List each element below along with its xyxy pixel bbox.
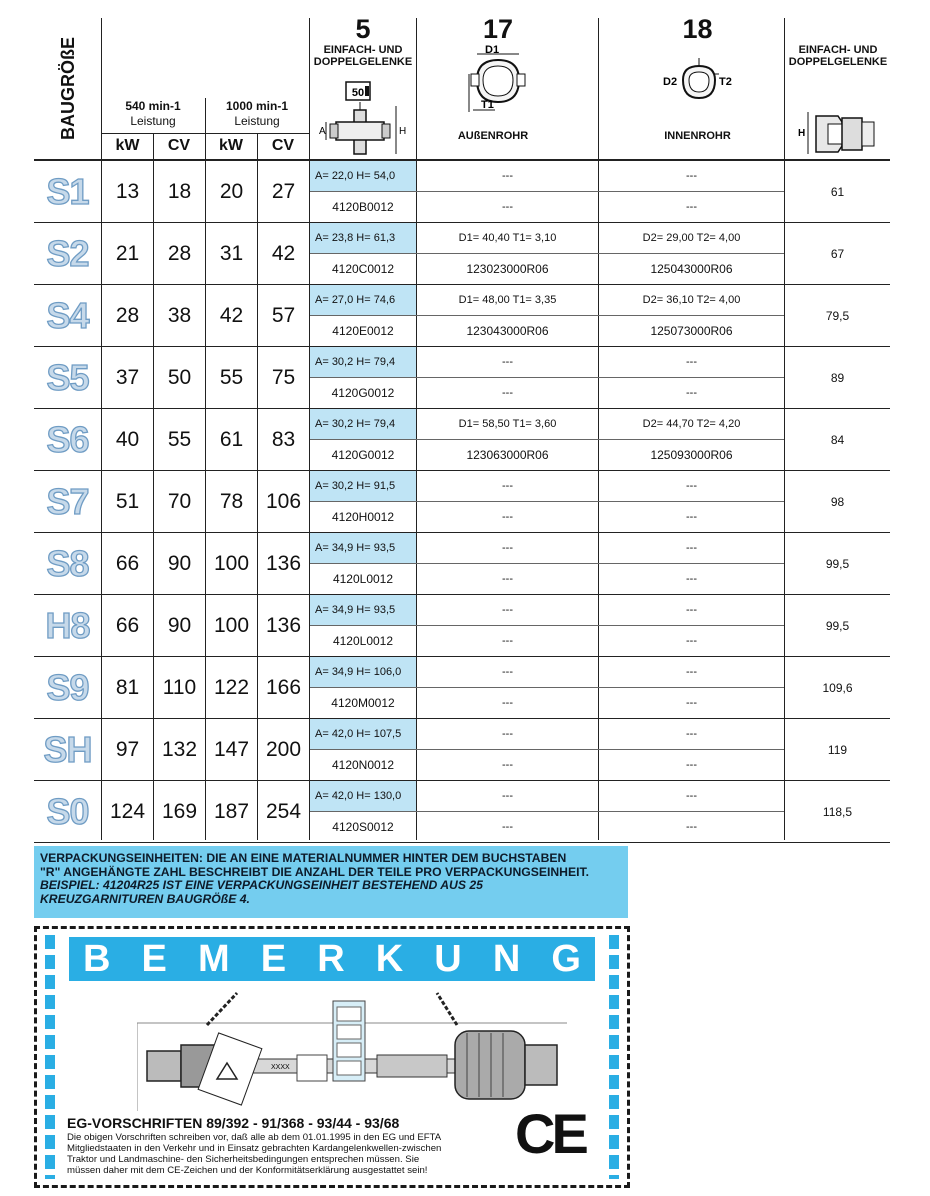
col18-label: INNENROHR	[664, 130, 731, 142]
mid-line	[310, 377, 784, 378]
inner-tube-dims: ---	[686, 666, 697, 678]
dimension-ah: A= 22,0 H= 54,0	[310, 161, 416, 191]
cv1000-value: 57	[271, 304, 296, 327]
yoke-value: 67	[830, 247, 845, 261]
yoke-value: 119	[827, 743, 848, 757]
outer-tube-diagram	[455, 44, 545, 118]
yoke-value: 61	[830, 185, 845, 199]
cv540-value: 90	[167, 552, 192, 575]
mid-line	[310, 315, 784, 316]
col18-t-label: T2	[719, 76, 732, 88]
inner-tube-dims: ---	[686, 604, 697, 616]
ce-mark: CE	[515, 1102, 585, 1165]
size-label: S9	[46, 667, 89, 708]
eg-text	[67, 1132, 527, 1176]
yoke-value: 118,5	[822, 805, 853, 819]
inner-tube-part: ---	[686, 697, 697, 709]
inner-tube-part: 125073000R06	[650, 324, 733, 338]
inner-tube-dims: ---	[686, 356, 697, 368]
last-label: EINFACH- UND DOPPELGELENKE	[788, 44, 888, 68]
dimension-ah: A= 30,2 H= 79,4	[310, 409, 416, 439]
col18-d-label: D2	[663, 76, 678, 88]
bemerkung-letter: M	[198, 937, 230, 980]
bemerkung-letter: U	[434, 937, 462, 980]
eg-text-3: Traktor und Landmaschine- den Sicherheitsbedingungen entsprechen müssen. Sie	[67, 1154, 420, 1165]
rpm540-label: 540 min-1	[125, 99, 181, 113]
rpm1000-label: 1000 min-1	[225, 99, 289, 113]
outer-tube-part: ---	[502, 387, 513, 399]
dimension-ah: A= 34,9 H= 93,5	[310, 595, 416, 625]
size-label: S0	[46, 791, 89, 832]
inner-tube-part: ---	[686, 573, 697, 585]
mid-line	[310, 253, 784, 254]
mid-line	[310, 563, 784, 564]
cv540-value: 90	[167, 614, 192, 637]
bemerkung-letter: N	[492, 937, 521, 980]
inner-tube-part: ---	[686, 201, 697, 213]
dimension-ah: A= 34,9 H= 106,0	[310, 657, 416, 687]
cv1000-value: 27	[271, 180, 296, 203]
mid-line	[310, 191, 784, 192]
bemerkung-letter: B	[83, 937, 111, 980]
cv540-value: 55	[167, 428, 192, 451]
bemerkung-letter: K	[375, 937, 404, 980]
outer-tube-part: ---	[502, 201, 513, 213]
inner-tube-part: ---	[686, 759, 697, 771]
kw540-value: 37	[115, 366, 140, 389]
size-label: S8	[46, 543, 89, 584]
cv540-value: 70	[167, 490, 192, 513]
inner-tube-part: ---	[686, 511, 697, 523]
cv540-value: 110	[162, 676, 197, 699]
baugroesse-label: BAUGRÖßE	[57, 36, 78, 140]
size-label: S1	[46, 171, 89, 212]
kw540-value: 124	[109, 800, 146, 823]
kw540-value: 66	[115, 614, 140, 637]
cv1000-value: 83	[271, 428, 296, 451]
col5-h-label: H	[399, 126, 407, 137]
outer-tube-part: 123023000R06	[466, 262, 549, 276]
packaging-note	[34, 846, 628, 918]
col5-box-label: 50	[351, 87, 365, 99]
kw1000-value: 187	[213, 800, 250, 823]
kw1000-value: 122	[213, 676, 250, 699]
kw540-value: 51	[115, 490, 140, 513]
pto-shaft-illustration	[137, 989, 567, 1111]
kw540-value: 21	[115, 242, 140, 265]
size-label: S2	[46, 233, 89, 274]
note-line-3: BEISPIEL: 41204R25 IST EINE VERPACKUNGSEINHEIT BESTEHEND AUS 25	[40, 878, 483, 892]
mid-line	[310, 625, 784, 626]
outer-tube-part: ---	[502, 759, 513, 771]
outer-tube-part: ---	[502, 573, 513, 585]
outer-tube-dims: D1= 48,00 T1= 3,35	[458, 294, 557, 306]
kw1000-value: 31	[219, 242, 244, 265]
cv540-value: 132	[161, 738, 198, 761]
bemerkung-letter: G	[551, 937, 581, 980]
kw1000-value: 100	[213, 614, 250, 637]
dimension-ah: A= 42,0 H= 107,5	[310, 719, 416, 749]
inner-tube-dims: D2= 29,00 T2= 4,00	[642, 232, 741, 244]
outer-tube-dims: D1= 40,40 T1= 3,10	[458, 232, 557, 244]
last-h-label: H	[798, 128, 806, 139]
mid-line	[310, 687, 784, 688]
eg-text-1: Die obigen Vorschriften schreiben vor, daß alle ab dem 01.01.1995 in den EG und EFTA	[67, 1132, 442, 1143]
kw540-value: 97	[115, 738, 140, 761]
joint-part-number: 4120B0012	[332, 200, 394, 214]
size-label: S4	[46, 295, 89, 336]
col5-number: 5	[355, 14, 371, 44]
outer-tube-part: 123043000R06	[466, 324, 549, 338]
row-line	[34, 842, 890, 843]
outer-tube-dims: ---	[502, 790, 513, 802]
cv540-value: 28	[167, 242, 192, 265]
outer-tube-part: ---	[502, 635, 513, 647]
cv1000-value: 42	[271, 242, 296, 265]
outer-tube-dims: ---	[502, 604, 513, 616]
col5-a-label: A	[319, 126, 326, 137]
leistung-540-label: Leistung	[130, 114, 176, 128]
inner-tube-dims: D2= 44,70 T2= 4,20	[642, 418, 741, 430]
outer-tube-dims: ---	[502, 542, 513, 554]
mid-line	[310, 811, 784, 812]
inner-tube-part: ---	[686, 821, 697, 833]
inner-tube-part: 125093000R06	[650, 448, 733, 462]
kw1000-value: 55	[219, 366, 244, 389]
yoke-value: 84	[830, 433, 845, 447]
inner-tube-dims: ---	[686, 542, 697, 554]
col18-number: 18	[682, 14, 713, 44]
outer-tube-part: ---	[502, 511, 513, 523]
mid-line	[310, 501, 784, 502]
size-label: S5	[46, 357, 89, 398]
yoke-value: 99,5	[825, 619, 850, 633]
size-label: S7	[46, 481, 89, 522]
kw1000-value: 78	[219, 490, 244, 513]
kw540-value: 40	[115, 428, 140, 451]
kw1000-value: 100	[213, 552, 250, 575]
joint-part-number: 4120N0012	[331, 758, 395, 772]
kw540-value: 81	[115, 676, 140, 699]
outer-tube-dims: ---	[502, 356, 513, 368]
bemerkung-letter: E	[141, 937, 167, 980]
cv540-value: 50	[167, 366, 192, 389]
kw1000-header: kW	[219, 136, 243, 154]
right-stripe	[609, 935, 619, 1179]
outer-tube-dims: ---	[502, 170, 513, 182]
cv1000-value: 136	[265, 614, 302, 637]
col17-label: AUßENROHR	[457, 130, 529, 142]
cv1000-header: CV	[271, 136, 295, 154]
bemerkung-letter: R	[317, 937, 345, 980]
inner-tube-part: ---	[686, 635, 697, 647]
eg-title: EG-VORSCHRIFTEN 89/392 - 91/368 - 93/44 - 93/68	[67, 1115, 400, 1131]
cv1000-value: 136	[265, 552, 302, 575]
yoke-value: 89	[830, 371, 845, 385]
label-text: XXXX	[271, 1064, 290, 1071]
outer-tube-part: ---	[502, 821, 513, 833]
kw1000-value: 20	[219, 180, 244, 203]
inner-tube-part: ---	[686, 387, 697, 399]
dimension-ah: A= 27,0 H= 74,6	[310, 285, 416, 315]
col17-number: 17	[482, 14, 514, 44]
dimension-ah: A= 34,9 H= 93,5	[310, 533, 416, 563]
cv540-value: 18	[167, 180, 192, 203]
baugroesse-header	[36, 18, 100, 158]
col17-t-label: T1	[481, 99, 494, 111]
note-line-2: "R" ANGEHÄNGTE ZAHL BESCHREIBT DIE ANZAHL DER TEILE PRO VERPACKUNGSEINHEIT.	[40, 864, 589, 879]
mid-line	[310, 439, 784, 440]
inner-tube-dims: ---	[686, 790, 697, 802]
kw540-header: kW	[115, 136, 140, 154]
dimension-ah: A= 30,2 H= 79,4	[310, 347, 416, 377]
dimension-ah: A= 30,2 H= 91,5	[310, 471, 416, 501]
bemerkung-title	[69, 937, 595, 981]
cv1000-value: 200	[265, 738, 302, 761]
yoke-value: 109,6	[822, 681, 853, 695]
joint-part-number: 4120G0012	[331, 386, 395, 400]
outer-tube-dims: D1= 58,50 T1= 3,60	[458, 418, 557, 430]
eg-text-4: müssen daher mit dem CE-Zeichen und der Konformitätserklärung ausgestattet sein!	[67, 1165, 428, 1176]
note-line-1: VERPACKUNGSEINHEITEN: DIE AN EINE MATERIALNUMMER HINTER DEM BUCHSTABEN	[40, 851, 567, 865]
cv540-value: 38	[167, 304, 192, 327]
kw540-value: 13	[115, 180, 140, 203]
inner-tube-dims: ---	[686, 480, 697, 492]
outer-tube-part: 123063000R06	[466, 448, 549, 462]
cv540-header: CV	[167, 136, 191, 154]
col5-label: EINFACH- UND DOPPELGELENKE	[313, 44, 413, 68]
cv540-value: 169	[161, 800, 198, 823]
size-label: S6	[46, 419, 89, 460]
joint-part-number: 4120S0012	[332, 820, 394, 834]
kw540-value: 66	[115, 552, 140, 575]
outer-tube-part: ---	[502, 697, 513, 709]
inner-tube-dims: ---	[686, 728, 697, 740]
inner-tube-part: 125043000R06	[650, 262, 733, 276]
joint-part-number: 4120M0012	[331, 696, 395, 710]
cv1000-value: 254	[265, 800, 302, 823]
cv1000-value: 106	[265, 490, 302, 513]
joint-part-number: 4120L0012	[332, 572, 394, 586]
yoke-value: 99,5	[825, 557, 850, 571]
outer-tube-dims: ---	[502, 480, 513, 492]
note-line-4: KREUZGARNITUREN BAUGRÖßE 4.	[40, 891, 250, 906]
yoke-diagram	[798, 106, 880, 160]
joint-diagram	[318, 78, 412, 158]
joint-part-number: 4120L0012	[332, 634, 394, 648]
joint-part-number: 4120C0012	[331, 262, 395, 276]
kw540-value: 28	[115, 304, 140, 327]
size-label: H8	[45, 605, 90, 646]
outer-tube-dims: ---	[502, 728, 513, 740]
size-label: SH	[43, 729, 92, 770]
yoke-value: 79,5	[825, 309, 850, 323]
inner-tube-dims: ---	[686, 170, 697, 182]
joint-part-number: 4120H0012	[331, 510, 395, 524]
inner-tube-dims: D2= 36,10 T2= 4,00	[642, 294, 741, 306]
dimension-ah: A= 42,0 H= 130,0	[310, 781, 416, 811]
cv1000-value: 75	[271, 366, 296, 389]
leistung-1000-label: Leistung	[234, 114, 280, 128]
col17-d-label: D1	[485, 44, 500, 56]
joint-part-number: 4120E0012	[332, 324, 394, 338]
kw1000-value: 61	[219, 428, 244, 451]
left-stripe	[45, 935, 55, 1179]
bemerkung-letter: E	[260, 937, 287, 980]
inner-tube-diagram	[655, 54, 745, 110]
bemerkung-box	[34, 926, 630, 1188]
joint-part-number: 4120G0012	[331, 448, 395, 462]
eg-text-2: Mitgliedstaaten in den Verkehr und in Einsatz gebrachten Kardangelenkwellen-zwischen	[67, 1143, 442, 1154]
outer-tube-dims: ---	[502, 666, 513, 678]
kw1000-value: 42	[219, 304, 244, 327]
kw1000-value: 147	[213, 738, 250, 761]
yoke-value: 98	[830, 495, 845, 509]
mid-line	[310, 749, 784, 750]
dimension-ah: A= 23,8 H= 61,3	[310, 223, 416, 253]
cv1000-value: 166	[265, 676, 302, 699]
